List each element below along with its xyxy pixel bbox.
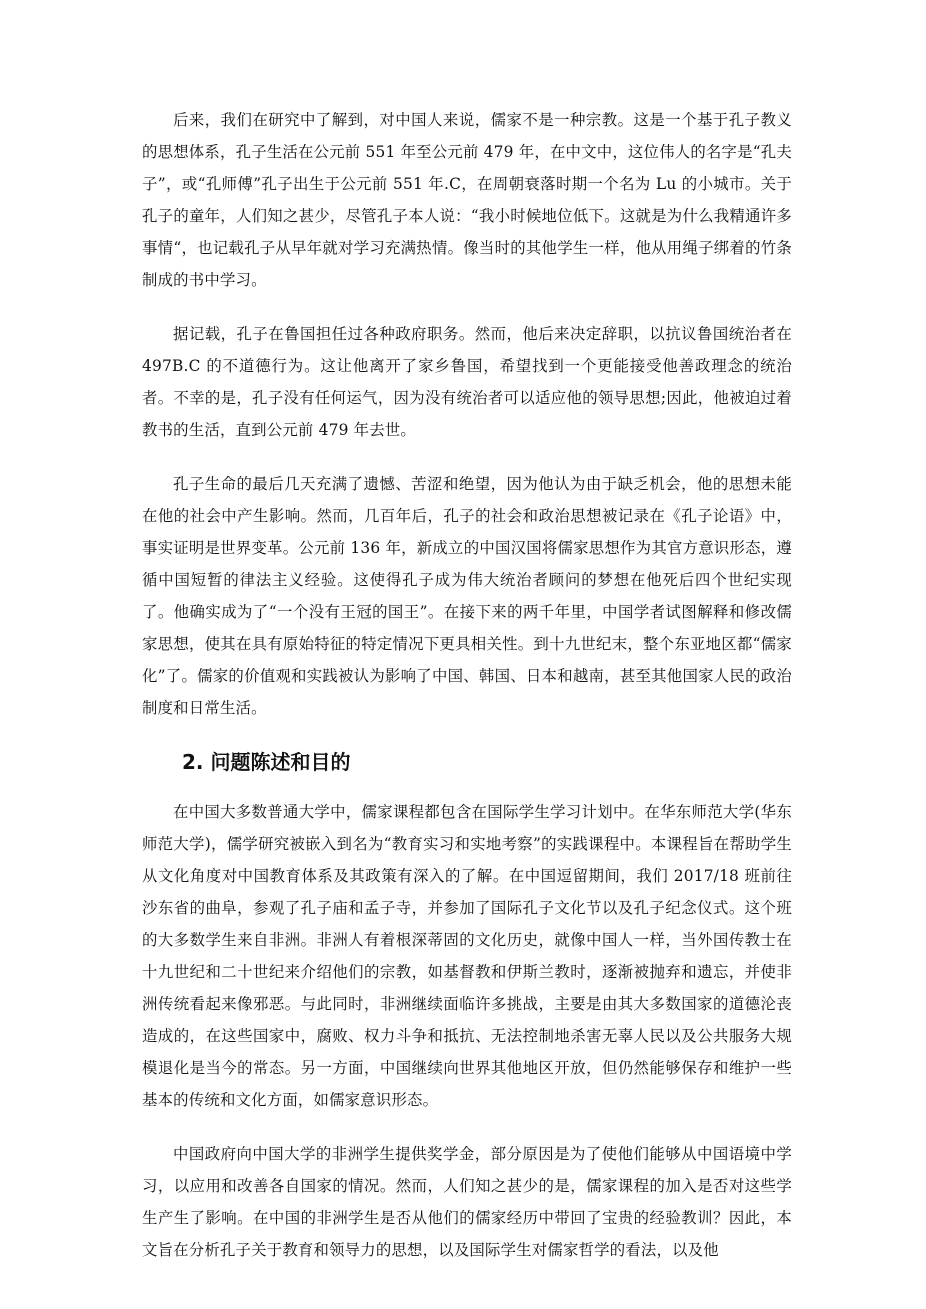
paragraph-study-purpose: 中国政府向中国大学的非洲学生提供奖学金，部分原因是为了使他们能够从中国语境中学习，以应用和改善各自国家的情况。然而，人们知之甚少的是，儒家课程的加入是否对这些学生产生了影响。在中国的非洲学生是否从他们的儒家经历中带回了宝贵的经验教训？因此，本文旨在分析孔子关于教育和领导力的思想，以及国际学生对儒家哲学的看法，以及他 bbox=[142, 1145, 792, 1259]
document-page bbox=[142, 104, 792, 1288]
paragraph-confucianism-origins: 后来，我们在研究中了解到，对中国人来说，儒家不是一种宗教。这是一个基于孔子教义的思想体系，孔子生活在公元前 551 年至公元前 479 年，在中文中，这位伟人的名字是“孔夫子”，或“孔师傅”孔子出生于公元前 551 年.C，在周朝衰落时期一个名为 Lu 的小城市。关于孔子的童年，人们知之甚少，尽管孔子本人说：“我小时候地位低下。这就是为什么我精通许多事情“，也记载孔子从早年就对学习充满热情。像当时的其他学生一样，他从用绳子绑着的竹条制成的书中学习。 bbox=[142, 111, 792, 289]
paragraph-confucian-curriculum: 在中国大多数普通大学中，儒家课程都包含在国际学生学习计划中。在华东师范大学(华东师范大学)，儒学研究被嵌入到名为“教育实习和实地考察”的实践课程中。本课程旨在帮助学生从文化角度对中国教育体系及其政策有深入的了解。在中国逗留期间，我们 2017/18 班前往沙东省的曲阜，参观了孔子庙和孟子寺，并参加了国际孔子文化节以及孔子纪念仪式。这个班的大多数学生来自非洲。非洲人有着根深蒂固的文化历史，就像中国人一样，当外国传教士在十九世纪和二十世纪来介绍他们的宗教，如基督教和伊斯兰教时，逐渐被抛弃和遗忘，并使非洲传统看起来像邪恶。与此同时，非洲继续面临许多挑战，主要是由其大多数国家的道德沦丧造成的，在这些国家中，腐败、权力斗争和抵抗、无法控制地杀害无辜人民以及公共服务大规模退化是当今的常态。另一方面，中国继续向世界其他地区开放，但仍然能够保存和维护一些基本的传统和文化方面，如儒家意识形态。 bbox=[142, 803, 792, 1109]
paragraph-confucius-legacy: 孔子生命的最后几天充满了遗憾、苦涩和绝望，因为他认为由于缺乏机会，他的思想未能在他的社会中产生影响。然而，几百年后，孔子的社会和政治思想被记录在《孔子论语》中，事实证明是世界变革。公元前 136 年，新成立的中国汉国将儒家思想作为其官方意识形态，遵循中国短暂的律法主义经验。这使得孔子成为伟大统治者顾问的梦想在他死后四个世纪实现了。他确实成为了“一个没有王冠的国王”。在接下来的两千年里，中国学者试图解释和修改儒家思想，使其在具有原始特征的特定情况下更具相关性。到十九世纪末，整个东亚地区都“儒家化”了。儒家的价值观和实践被认为影响了中国、韩国、日本和越南，甚至其他国家人民的政治制度和日常生活。 bbox=[142, 475, 792, 717]
paragraph-confucius-career: 据记载，孔子在鲁国担任过各种政府职务。然而，他后来决定辞职，以抗议鲁国统治者在 497B.C 的不道德行为。这让他离开了家乡鲁国，希望找到一个更能接受他善政理念的统治者。不幸的是，孔子没有任何运气，因为没有统治者可以适应他的领导思想;因此，他被迫过着教书的生活，直到公元前 479 年去世。 bbox=[142, 325, 792, 439]
section-heading: 2. 问题陈述和目的 bbox=[182, 750, 351, 774]
